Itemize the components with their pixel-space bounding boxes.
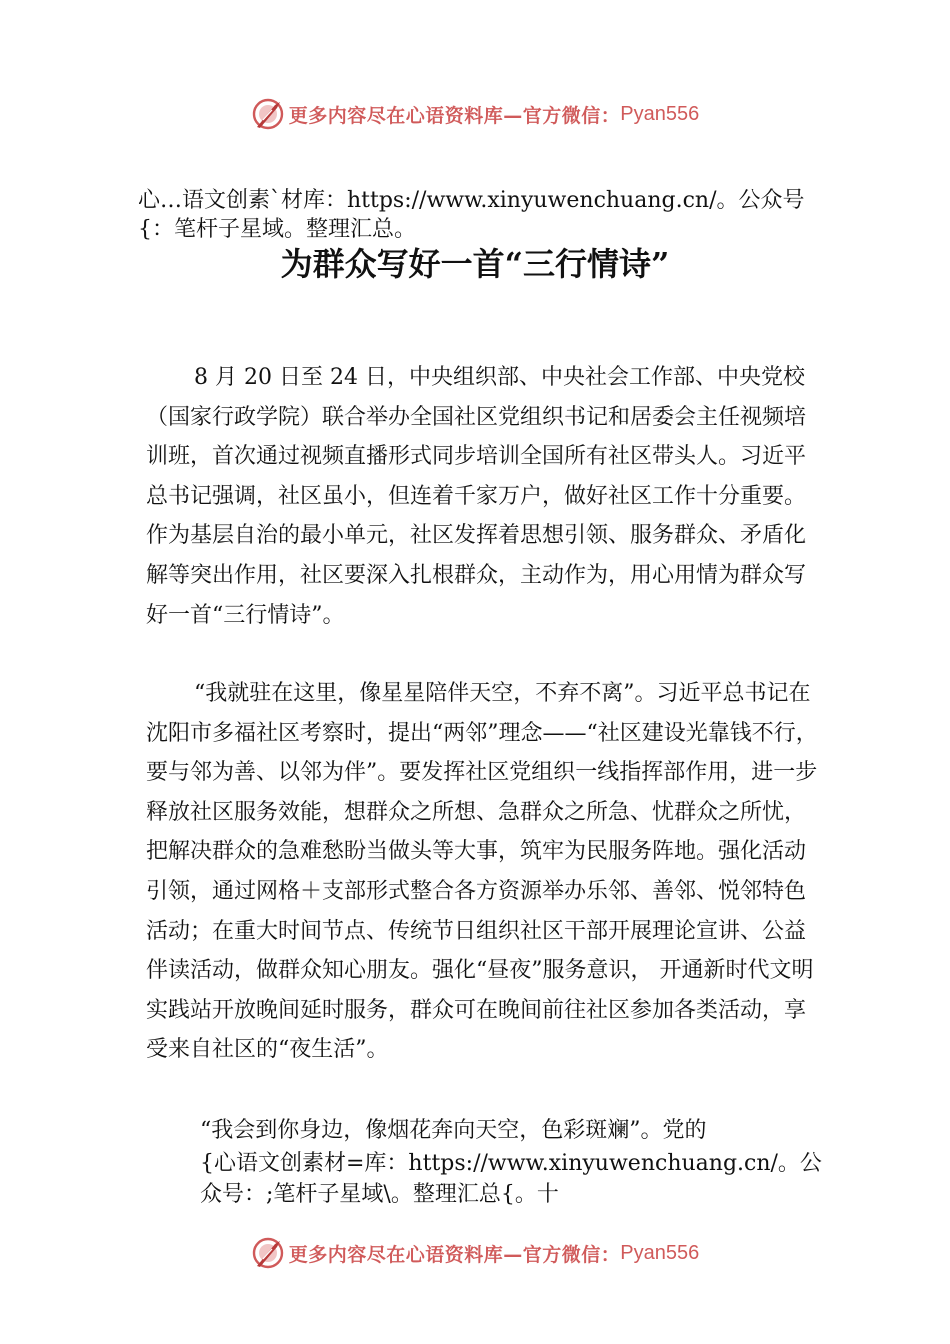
article-paragraph-2: “我就驻在这里，像星星陪伴天空，不弃不离”。习近平总书记在沈阳市多福社区考察时，提出“两邻”理念——“社区建设光靠钱不行，要与邻为善、以邻为伴”。要发挥社区党组织一线指挥部作用，进一步释放社区服务效能，想群众之所想、急群众之所急、忧群众之所忧，把解决群众的急难愁盼当做头等大事，筑牢为民服务阵地。强化活动引领，通过网格＋支部形式整合各方资源举办乐邻、善邻、悦邻特色活动；在重大时间节点、传统节日组织社区干部开展理论宣讲、公益伴读活动，做群众知心朋友。强化“昼夜”服务意识， 开通新时代文明实践站开放晚间延时服务，群众可在晚间前往社区参加各类活动，享受来自社区的“夜生活”。 (146, 681, 818, 1063)
watermark-source-text-bottom: {心语文创素材=库：https://www.xinyuwenchuang.cn/。公众号：;笔杆子星域\。整理汇总{。十 (200, 1151, 822, 1207)
article-paragraph-1: 8 月 20 日至 24 日，中央组织部、中央社会工作部、中央党校（国家行政学院）联合举办全国社区党组织书记和居委会主任视频培训班，首次通过视频直播形式同步培训全国所有社区带头人。习近平总书记强调，社区虽小，但连着千家万户，做好社区工作十分重要。作为基层自治的最小单元，社区发挥着思想引领、服务群众、矛盾化解等突出作用，社区要深入扎根群众，主动作为，用心用情为群众写好一首“三行情诗”。 (146, 365, 807, 628)
wechat-id: Pyan556 (620, 1241, 700, 1264)
article-title: 为群众写好一首“三行情诗” (280, 245, 670, 283)
quill-seal-icon (251, 97, 285, 131)
wechat-id: Pyan556 (620, 102, 700, 125)
watermark-source-text: 心…语文创素`材库：https://www.xinyuwenchuang.cn/。公众号{：笔杆子星域。整理汇总。 (138, 188, 805, 242)
footer-banner (0, 1231, 950, 1275)
quill-seal-icon (251, 1236, 285, 1270)
header-banner (0, 92, 950, 136)
banner-text: 更多内容尽在心语资料库—官方微信： (288, 1243, 621, 1266)
article-paragraph-3: “我会到你身边，像烟花奔向天空，色彩斑斓”。党的 (200, 1118, 707, 1143)
banner-text: 更多内容尽在心语资料库—官方微信： (288, 104, 621, 127)
